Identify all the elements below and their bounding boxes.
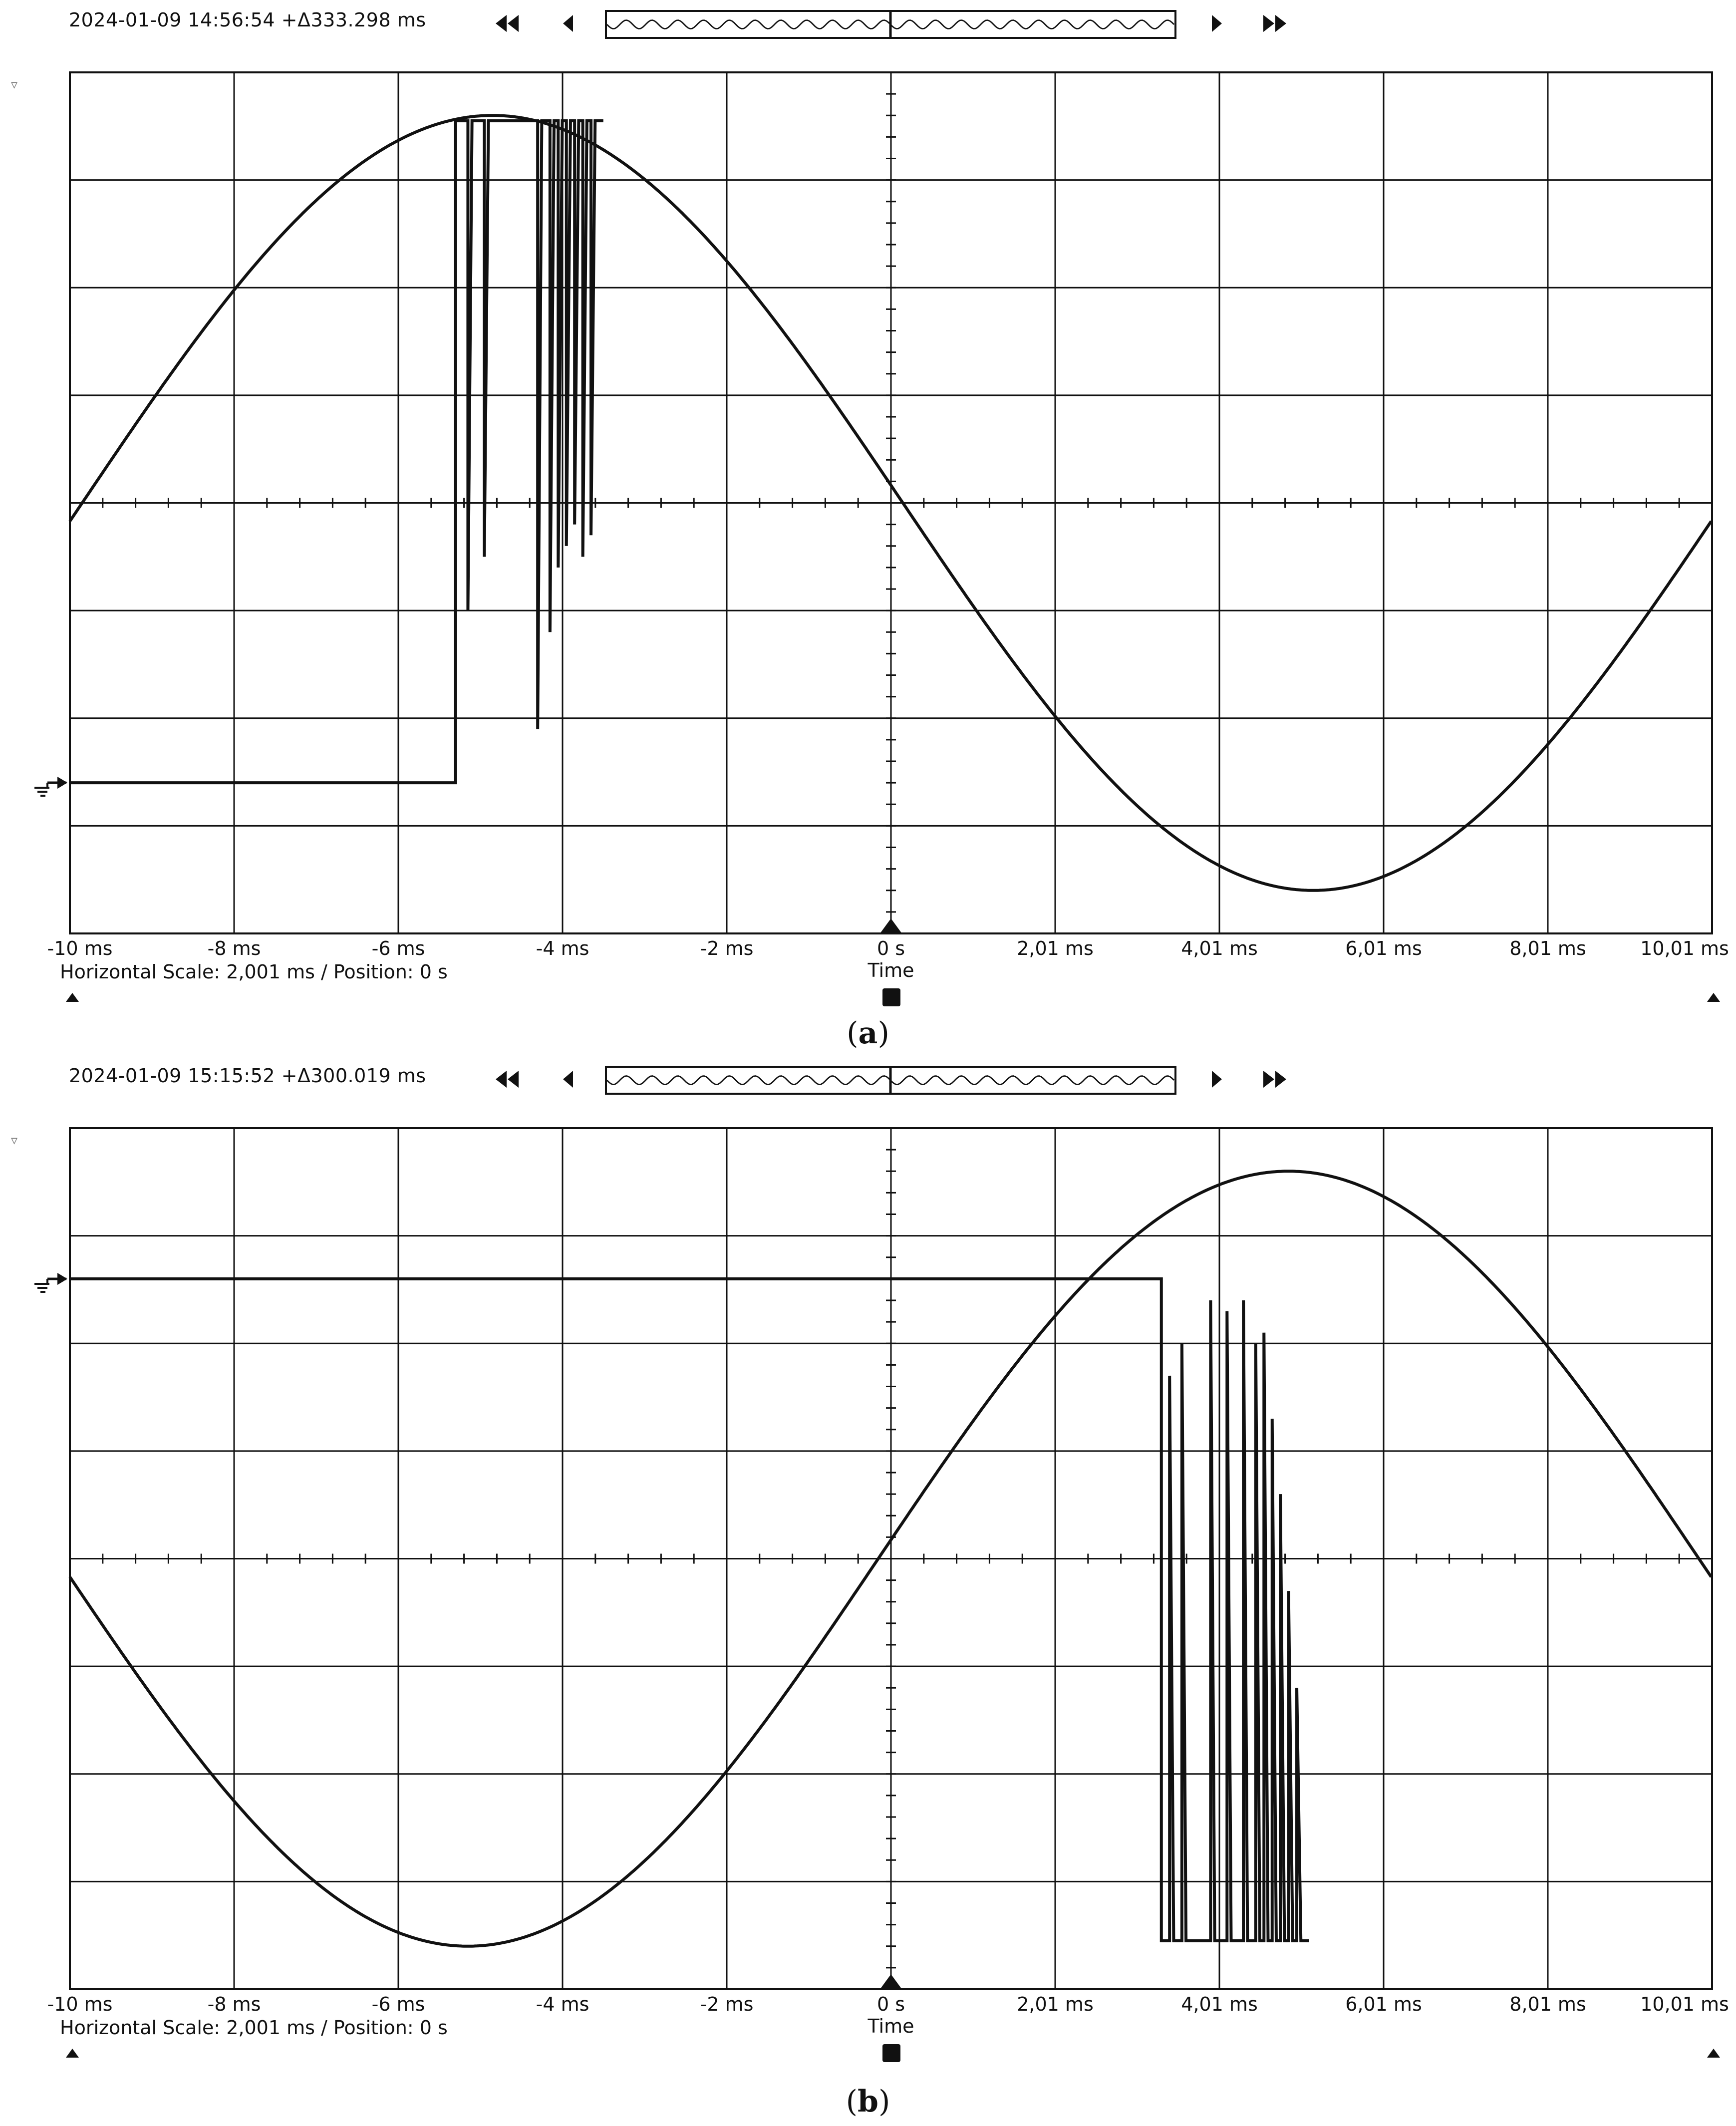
- trigger-marker-icon: [880, 1974, 902, 1989]
- double-left-arrow-icon: [492, 11, 522, 36]
- x-tick-label: -4 ms: [536, 937, 589, 959]
- double-right-arrow-icon: [1260, 1067, 1290, 1092]
- contact-trace: [70, 1279, 1309, 1941]
- x-axis-title: Time: [868, 2015, 914, 2037]
- double-left-arrow-icon: [492, 1067, 522, 1092]
- trigger-marker-icon: [880, 918, 902, 933]
- x-tick-label: -2 ms: [700, 937, 754, 959]
- x-tick-label: 0 s: [876, 1993, 905, 2015]
- x-tick-label: -8 ms: [207, 1993, 261, 2015]
- caption-close: ): [878, 2084, 890, 2119]
- step-back-button[interactable]: [559, 1067, 577, 1092]
- overview-waveform: [607, 12, 1174, 37]
- double-right-arrow-icon: [1260, 11, 1290, 36]
- horizontal-scale-readout[interactable]: Horizontal Scale: 2,001 ms / Position: 0 s: [60, 961, 448, 983]
- record-overview-bar[interactable]: [605, 1066, 1176, 1095]
- left-arrow-icon: [559, 11, 577, 36]
- record-overview-bar[interactable]: [605, 10, 1176, 39]
- horizontal-scale-readout[interactable]: Horizontal Scale: 2,001 ms / Position: 0 s: [60, 2017, 448, 2039]
- up-arrow-icon[interactable]: [64, 2047, 81, 2062]
- x-tick-label: -2 ms: [700, 1993, 754, 2015]
- step-forward-button[interactable]: [1208, 11, 1226, 36]
- x-tick-label: 8,01 ms: [1509, 937, 1586, 959]
- x-tick-label: -4 ms: [536, 1993, 589, 2015]
- x-tick-label: 10,01 ms: [1640, 1993, 1729, 2015]
- caption-open: (: [847, 1016, 859, 1051]
- graticule[interactable]: [70, 72, 1712, 933]
- timestamp: 2024-01-09 15:15:52 +Δ300.019 ms: [69, 1065, 426, 1087]
- scope-panel-a: [0, 0, 1736, 1058]
- right-arrow-icon: [1208, 1067, 1226, 1092]
- x-tick-label: 4,01 ms: [1181, 1993, 1258, 2015]
- caption-close: ): [877, 1016, 889, 1051]
- x-tick-label: 4,01 ms: [1181, 937, 1258, 959]
- stop-icon[interactable]: [882, 2044, 900, 2062]
- contact-trace: [70, 121, 603, 783]
- forward-fast-button[interactable]: [1260, 11, 1290, 36]
- rewind-fast-button[interactable]: [492, 1067, 522, 1092]
- graticule[interactable]: [70, 1128, 1712, 1989]
- forward-fast-button[interactable]: [1260, 1067, 1290, 1092]
- channel-indicator-icon: ▿: [11, 77, 18, 92]
- x-tick-label: -10 ms: [47, 1993, 113, 2015]
- figure-caption: [847, 1016, 889, 1051]
- up-arrow-icon[interactable]: [64, 991, 81, 1006]
- x-tick-label: 2,01 ms: [1017, 937, 1094, 959]
- rewind-fast-button[interactable]: [492, 11, 522, 36]
- overview-waveform: [607, 1068, 1174, 1093]
- up-arrow-icon[interactable]: [1705, 2047, 1722, 2062]
- caption-letter: a: [858, 1016, 878, 1051]
- x-tick-label: 6,01 ms: [1345, 1993, 1422, 2015]
- x-tick-label: -10 ms: [47, 937, 113, 959]
- step-back-button[interactable]: [559, 11, 577, 36]
- ground-icon[interactable]: [27, 768, 67, 798]
- x-tick-label: 8,01 ms: [1509, 1993, 1586, 2015]
- left-arrow-icon: [559, 1067, 577, 1092]
- x-tick-label: -6 ms: [371, 1993, 425, 2015]
- timestamp: 2024-01-09 14:56:54 +Δ333.298 ms: [69, 9, 426, 31]
- stop-icon[interactable]: [882, 988, 900, 1006]
- ground-icon[interactable]: [27, 1264, 67, 1294]
- x-tick-label: 2,01 ms: [1017, 1993, 1094, 2015]
- step-forward-button[interactable]: [1208, 1067, 1226, 1092]
- x-tick-label: 6,01 ms: [1345, 937, 1422, 959]
- x-tick-label: 0 s: [876, 937, 905, 959]
- caption-open: (: [846, 2084, 858, 2119]
- channel-indicator-icon: ▿: [11, 1133, 18, 1148]
- scope-panel-b: [0, 1056, 1736, 2126]
- x-axis-title: Time: [868, 959, 914, 981]
- figure-caption: [846, 2084, 890, 2119]
- caption-letter: b: [858, 2084, 878, 2119]
- x-tick-label: -6 ms: [371, 937, 425, 959]
- x-tick-label: -8 ms: [207, 937, 261, 959]
- x-tick-label: 10,01 ms: [1640, 937, 1729, 959]
- right-arrow-icon: [1208, 11, 1226, 36]
- up-arrow-icon[interactable]: [1705, 991, 1722, 1006]
